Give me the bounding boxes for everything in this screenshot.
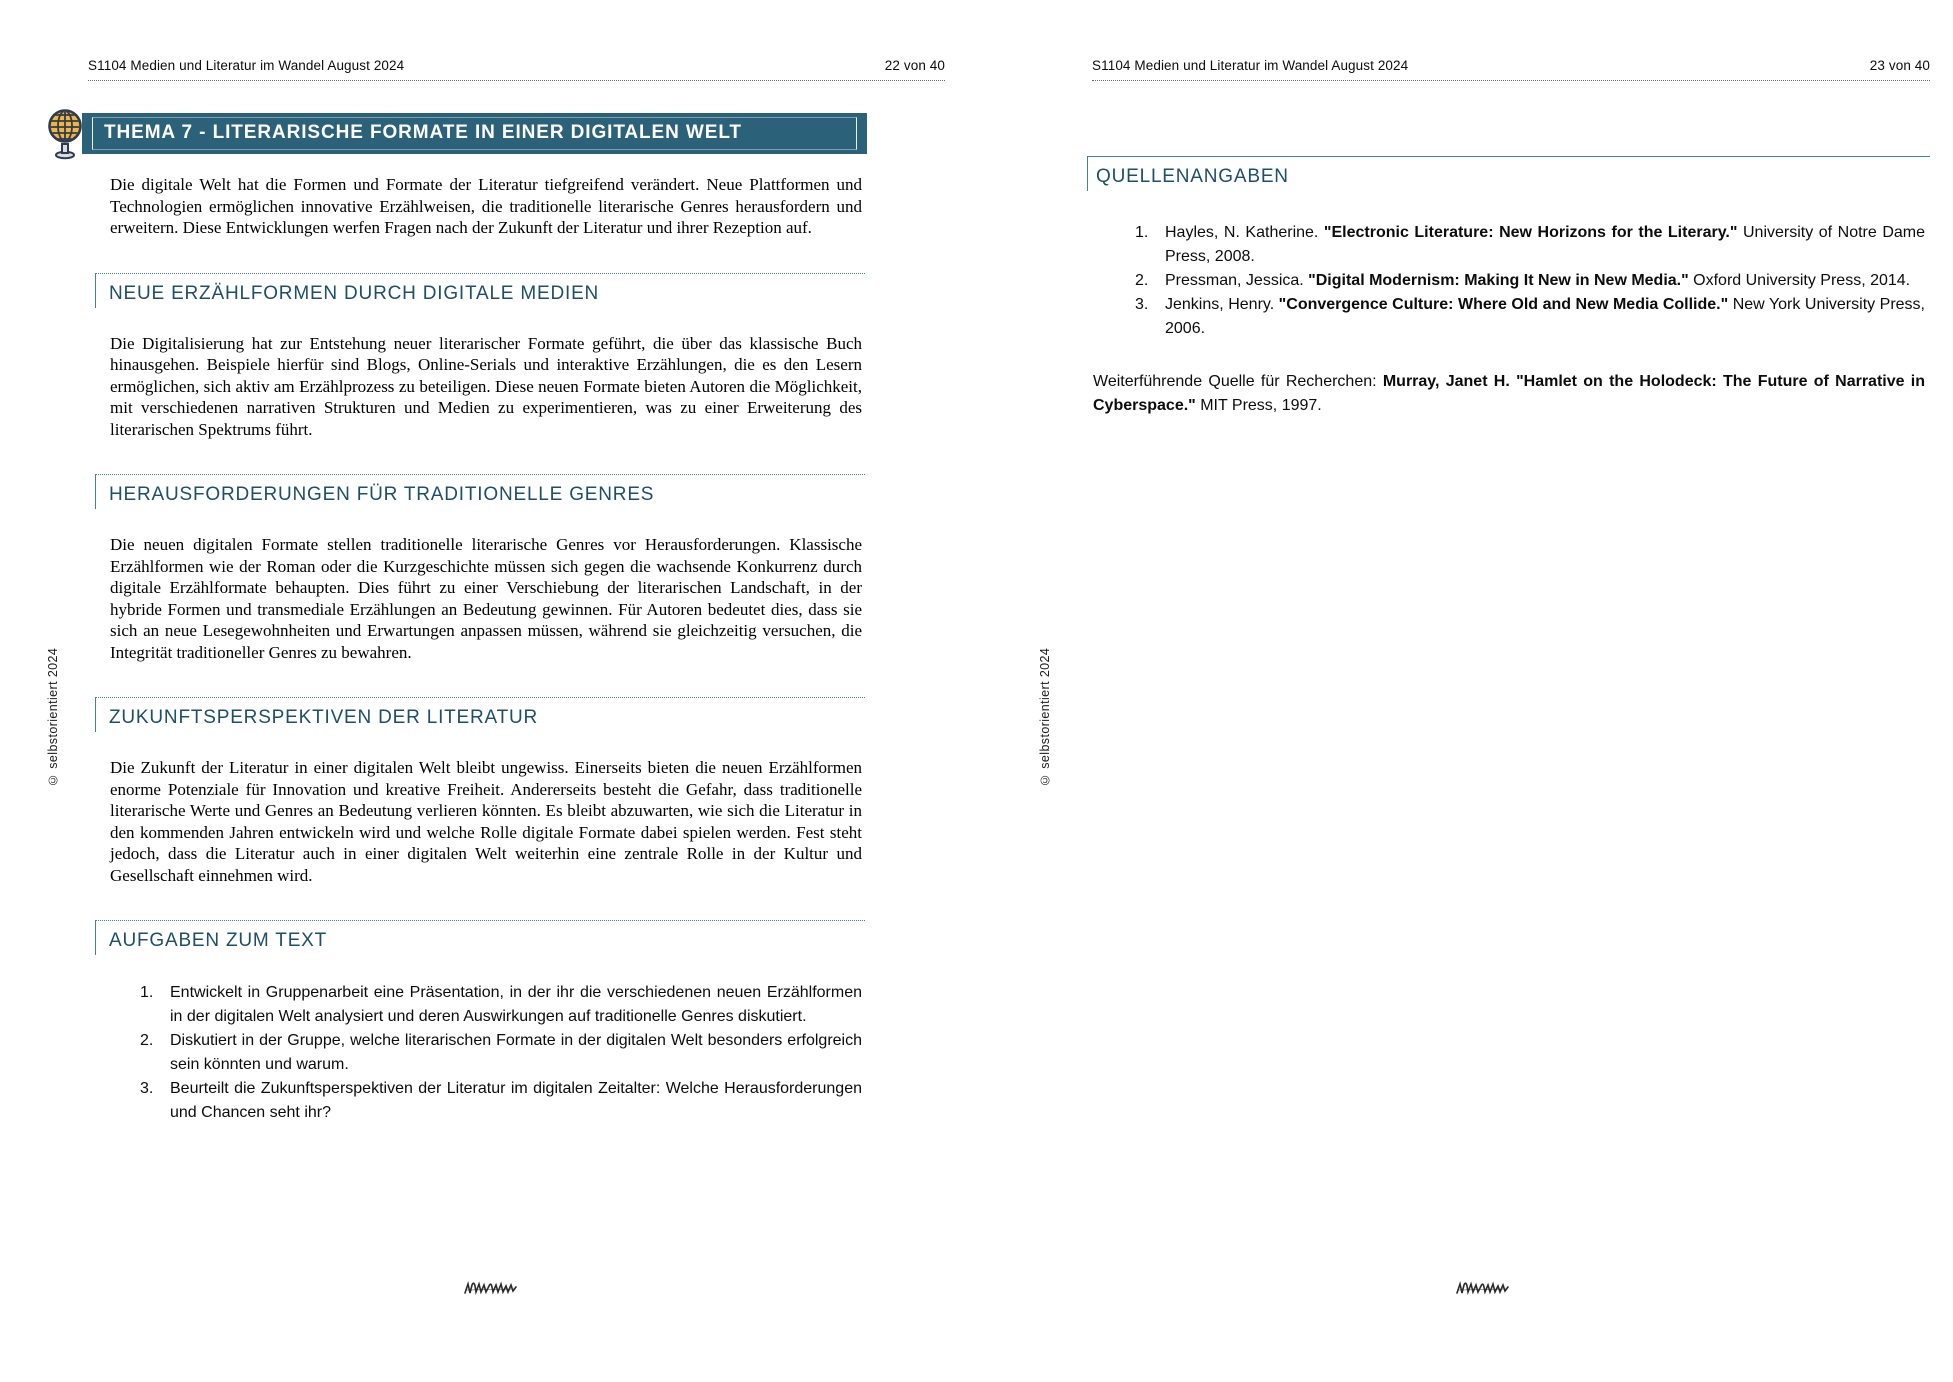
copyright-sidebar: © selbstorientiert 2024 [46, 647, 60, 788]
task-number: 1. [140, 984, 154, 1001]
reference-author: Jenkins, Henry. [1165, 296, 1279, 313]
header-page-number: 22 von 40 [884, 58, 945, 73]
header-doc-title: S1104 Medien und Literatur im Wandel August 2024 [1092, 58, 1409, 73]
reference-number: 1. [1135, 224, 1149, 241]
running-header [88, 58, 945, 81]
section-heading-quellenangaben: QUELLENANGABEN [1087, 156, 1930, 191]
reference-publisher: University of Notre Dame Press, 2008. [1165, 224, 1926, 265]
further-source-title: Murray, Janet H. "Hamlet on the Holodeck: The Future of Narrative in Cyberspace." [1093, 373, 1925, 414]
topic-title-banner [82, 113, 867, 154]
page-22 [0, 0, 976, 1382]
reference-publisher: Oxford University Press, 2014. [1688, 272, 1911, 289]
further-source-paragraph [1093, 370, 1925, 418]
further-source-label: Weiterführende Quelle für Recherchen: [1093, 373, 1383, 390]
section-heading-aufgaben: AUFGABEN ZUM TEXT [95, 920, 865, 955]
reference-author: Hayles, N. Katherine. [1165, 224, 1324, 241]
task-text: Diskutiert in der Gruppe, welche literarischen Formate in der digitalen Welt besonders erfolgreich sein könnten und warum. [170, 1032, 862, 1073]
reference-text [1165, 269, 1925, 293]
globe-desk-icon [46, 106, 84, 160]
reference-text [1165, 293, 1925, 341]
left-content-column [95, 160, 865, 1125]
reference-author: Pressman, Jessica. [1165, 272, 1309, 289]
intro-paragraph: Die digitale Welt hat die Formen und Formate der Literatur tiefgreifend verändert. Neue Plattformen und Technologien ermöglichen innovative Erzählweisen, die traditionelle literarische Genres herausfordern und erweitern. Diese Entwicklungen werfen Fragen nach der Zukunft der Literatur und ihrer Rezeption auf. [110, 175, 862, 237]
section-heading-zukunftsperspektiven: ZUKUNFTSPERSPEKTIVEN DER LITERATUR [95, 697, 865, 732]
signature-scribble [1454, 1278, 1512, 1300]
header-page-number: 23 von 40 [1869, 58, 1930, 73]
section-heading-neue-erzaehlformen: NEUE ERZÄHLFORMEN DURCH DIGITALE MEDIEN [95, 273, 865, 308]
section-heading-herausforderungen: HERAUSFORDERUNGEN FÜR TRADITIONELLE GENRES [95, 474, 865, 509]
task-item [140, 1077, 862, 1125]
section-body-zukunftsperspektiven: Die Zukunft der Literatur in einer digitalen Welt bleibt ungewiss. Einerseits bieten die neuen Erzählformen enorme Potenziale für Innovation und kreative Freiheit. Andererseits besteht die Gefahr, dass traditionelle literarische Werte und Genres an Bedeutung verlieren könnten. Es bleibt abzuwarten, wie sich die Literatur in den kommenden Jahren entwickeln wird und welche Rolle digitale Formate dabei spielen werden. Fest steht jedoch, dass die Literatur auch in einer digitalen Welt weiterhin eine zentrale Rolle in der Kultur und Gesellschaft einnehmen wird. [110, 758, 862, 885]
right-content-column [1087, 84, 1930, 418]
reference-number: 2. [1135, 272, 1149, 289]
task-number: 3. [140, 1080, 154, 1097]
reference-item [1135, 221, 1925, 269]
task-text: Entwickelt in Gruppenarbeit eine Präsentation, in der ihr die verschiedenen neuen Erzählformen in der digitalen Welt analysiert und deren Auswirkungen auf traditionelle Genres diskutiert. [170, 984, 862, 1025]
reference-item [1135, 293, 1925, 341]
reference-publisher: New York University Press, 2006. [1165, 296, 1925, 337]
reference-title: "Digital Modernism: Making It New in New Media." [1308, 272, 1689, 289]
task-text: Beurteilt die Zukunftsperspektiven der Literatur im digitalen Zeitalter: Welche Herausforderungen und Chancen seht ihr? [170, 1080, 862, 1121]
task-item [140, 1029, 862, 1077]
copyright-sidebar: © selbstorientiert 2024 [1038, 647, 1052, 788]
running-header [1092, 58, 1930, 81]
topic-banner-row [46, 106, 867, 160]
signature-scribble [462, 1278, 520, 1300]
reference-item [1135, 269, 1925, 293]
tasks-list [140, 981, 862, 1125]
section-body-herausforderungen: Die neuen digitalen Formate stellen traditionelle literarische Genres vor Herausforderungen. Klassische Erzählformen wie der Roman oder die Kurzgeschichte müssen sich gegen die wachsende Konkurrenz durch digitale Erzählformate behaupten. Dies führt zu einer Verschiebung der literarischen Landschaft, in der hybride Formen und transmediale Erzählungen an Bedeutung gewinnen. Für Autoren bedeutet dies, dass sie sich an neue Lesegewohnheiten und Erwartungen anpassen müssen, während sie gleichzeitig versuchen, die Integrität traditioneller Genres zu bewahren. [110, 535, 862, 662]
header-doc-title: S1104 Medien und Literatur im Wandel August 2024 [88, 58, 405, 73]
task-item [140, 981, 862, 1029]
task-number: 2. [140, 1032, 154, 1049]
reference-title: "Convergence Culture: Where Old and New Media Collide." [1278, 296, 1729, 313]
further-source-publisher: MIT Press, 1997. [1195, 397, 1322, 414]
reference-title: "Electronic Literature: New Horizons for the Literary." [1323, 224, 1738, 241]
reference-number: 3. [1135, 296, 1149, 313]
topic-title: THEMA 7 - LITERARISCHE FORMATE IN EINER DIGITALEN WELT [104, 122, 742, 143]
section-body-neue-erzaehlformen: Die Digitalisierung hat zur Entstehung neuer literarischer Formate geführt, die über das klassische Buch hinausgehen. Beispiele hierfür sind Blogs, Online-Serials und interaktive Erzählungen, die es den Lesern ermöglichen, sich aktiv am Erzählprozess zu beteiligen. Diese neuen Formate bieten Autoren die Möglichkeit, mit verschiedenen narrativen Strukturen und Medien zu experimentieren, was zu einer Erweiterung des literarischen Spektrums führt. [110, 333, 862, 439]
page-23 [976, 0, 1953, 1382]
reference-text [1165, 221, 1925, 269]
references-list [1135, 221, 1925, 341]
